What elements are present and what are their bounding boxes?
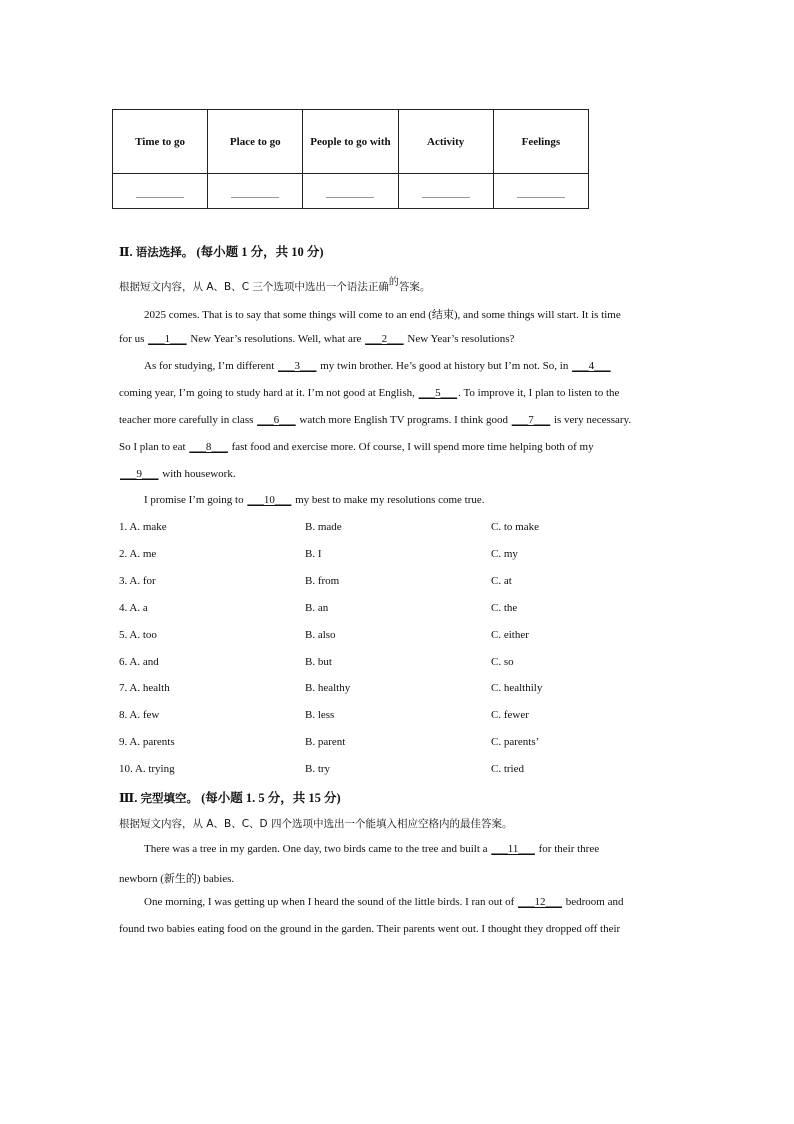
passage-line bbox=[144, 494, 485, 506]
gap-9: ___9___ bbox=[120, 468, 159, 480]
passage-line: 2025 comes. That is to say that some things will come to an end (结束), and some things will start. It is time bbox=[144, 309, 621, 321]
option-c[interactable]: C. healthily bbox=[491, 682, 543, 695]
option-a[interactable]: 4. A. a bbox=[119, 601, 148, 614]
section-number: Ⅲ. bbox=[119, 791, 141, 805]
passage-text: New Year’s resolutions. Well, what are bbox=[187, 333, 365, 345]
option-c[interactable]: C. the bbox=[491, 601, 518, 614]
option-b[interactable]: B. from bbox=[305, 574, 340, 587]
option-c[interactable]: C. parents’ bbox=[491, 736, 540, 749]
table-header-row bbox=[113, 110, 589, 174]
option-b[interactable]: B. also bbox=[305, 628, 336, 641]
passage-text: for their three bbox=[535, 843, 600, 855]
option-b[interactable]: B. an bbox=[305, 601, 329, 614]
section-score: (每小题 1 分，共 10 分) bbox=[193, 245, 324, 259]
gap-12: ___12___ bbox=[518, 896, 563, 908]
section-title: 语法选择。 bbox=[135, 245, 194, 259]
passage-text: I promise I’m going to bbox=[144, 494, 247, 506]
section-3-heading bbox=[119, 788, 341, 806]
option-c[interactable]: C. at bbox=[491, 574, 512, 587]
table-cell bbox=[493, 174, 588, 209]
answer-blank[interactable] bbox=[422, 185, 470, 198]
answer-blank[interactable] bbox=[517, 185, 565, 198]
option-a[interactable]: 1. A. make bbox=[119, 521, 167, 533]
passage-text: is very necessary. bbox=[551, 414, 632, 426]
gap-7: ___7___ bbox=[511, 414, 551, 426]
section-2-heading bbox=[119, 242, 324, 260]
gap-1: ___1___ bbox=[148, 333, 187, 345]
gap-3: ___3___ bbox=[278, 360, 317, 372]
table-header-cell: Feelings bbox=[493, 110, 588, 174]
passage-line bbox=[144, 896, 624, 908]
gap-2: ___2___ bbox=[365, 333, 404, 345]
passage-line bbox=[119, 468, 236, 480]
option-a[interactable]: 5. A. too bbox=[119, 628, 157, 641]
option-b[interactable]: B. I bbox=[305, 547, 322, 560]
option-b[interactable]: B. less bbox=[305, 709, 335, 722]
passage-text: . To improve it, I plan to listen to the bbox=[458, 387, 620, 399]
instruction-text: 答案。 bbox=[398, 281, 431, 293]
option-a[interactable]: 6. A. and bbox=[119, 655, 159, 668]
option-b[interactable]: B. parent bbox=[305, 736, 346, 749]
option-c[interactable]: C. to make bbox=[491, 521, 539, 533]
passage-line bbox=[119, 387, 619, 399]
section-title: 完型填空。 bbox=[140, 791, 198, 805]
gap-10: ___10___ bbox=[247, 494, 292, 506]
table-header-cell: Time to go bbox=[113, 110, 208, 174]
gap-6: ___6___ bbox=[257, 414, 296, 426]
table-row bbox=[113, 174, 589, 209]
table-cell bbox=[113, 174, 208, 209]
option-b[interactable]: B. healthy bbox=[305, 682, 351, 695]
gap-4: ___4___ bbox=[572, 360, 611, 372]
passage-line bbox=[119, 441, 594, 453]
instruction-text: 根据短文内容，从 A、B、C 三个选项中选出一个语法正确 bbox=[119, 281, 389, 293]
section-score: (每小题 1. 5 分，共 15 分) bbox=[197, 791, 341, 805]
passage-text: One morning, I was getting up when I heard the sound of the little birds. I ran out of bbox=[144, 896, 518, 908]
passage-text: So I plan to eat bbox=[119, 441, 189, 453]
passage-line bbox=[144, 843, 599, 855]
option-c[interactable]: C. tried bbox=[491, 763, 524, 776]
passage-line bbox=[119, 414, 631, 426]
option-b[interactable]: B. try bbox=[305, 763, 331, 776]
plan-table bbox=[112, 109, 589, 209]
passage-line: found two babies eating food on the ground in the garden. Their parents went out. I thought they dropped off their bbox=[119, 923, 621, 935]
option-a[interactable]: 3. A. for bbox=[119, 574, 156, 587]
passage-line bbox=[144, 360, 612, 372]
passage-text: coming year, I’m going to study hard at it. I’m not good at English, bbox=[119, 387, 418, 399]
passage-line: newborn (新生的) babies. bbox=[119, 873, 235, 885]
option-a[interactable]: 8. A. few bbox=[119, 709, 160, 722]
passage-text: my best to make my resolutions come true. bbox=[292, 494, 485, 506]
answer-blank[interactable] bbox=[326, 185, 374, 198]
option-a[interactable]: 7. A. health bbox=[119, 682, 170, 695]
option-a[interactable]: 10. A. trying bbox=[119, 763, 175, 776]
table-header-cell: Place to go bbox=[208, 110, 303, 174]
passage-text: As for studying, I’m different bbox=[144, 360, 277, 372]
passage-text: with housework. bbox=[159, 468, 236, 480]
passage-text: bedroom and bbox=[563, 896, 624, 908]
passage-text: There was a tree in my garden. One day, two birds came to the tree and built a bbox=[144, 843, 491, 855]
option-c[interactable]: C. either bbox=[491, 628, 529, 641]
option-b[interactable]: B. but bbox=[305, 655, 332, 668]
option-c[interactable]: C. so bbox=[491, 655, 514, 668]
option-a[interactable]: 2. A. me bbox=[119, 547, 157, 560]
passage-text: teacher more carefully in class bbox=[119, 414, 257, 426]
passage-text: for us bbox=[119, 333, 148, 345]
instruction-superscript: 的 bbox=[388, 277, 399, 288]
section-number: Ⅱ. bbox=[119, 245, 136, 259]
table-cell bbox=[398, 174, 493, 209]
table-header-cell: People to go with bbox=[303, 110, 398, 174]
section-2-instruction bbox=[119, 273, 430, 294]
gap-8: ___8___ bbox=[189, 441, 228, 453]
answer-blank[interactable] bbox=[231, 185, 279, 198]
passage-text: New Year’s resolutions? bbox=[404, 333, 515, 345]
passage-text: watch more English TV programs. I think good bbox=[296, 414, 511, 426]
option-a[interactable]: 9. A. parents bbox=[119, 736, 175, 749]
option-c[interactable]: C. my bbox=[491, 547, 518, 560]
table-cell bbox=[208, 174, 303, 209]
gap-11: ___11___ bbox=[491, 843, 535, 855]
table-header-cell: Activity bbox=[398, 110, 493, 174]
option-c[interactable]: C. fewer bbox=[491, 709, 529, 722]
option-b[interactable]: B. made bbox=[305, 521, 342, 533]
passage-line bbox=[119, 333, 514, 345]
gap-5: ___5___ bbox=[418, 387, 458, 399]
answer-blank[interactable] bbox=[136, 185, 184, 198]
passage-text: fast food and exercise more. Of course, I will spend more time helping both of my bbox=[228, 441, 594, 453]
passage-text: my twin brother. He’s good at history but I’m not. So, in bbox=[317, 360, 572, 372]
section-3-instruction: 根据短文内容，从 A、B、C、D 四个选项中选出一个能填入相应空格内的最佳答案。 bbox=[119, 818, 513, 830]
table-cell bbox=[303, 174, 398, 209]
